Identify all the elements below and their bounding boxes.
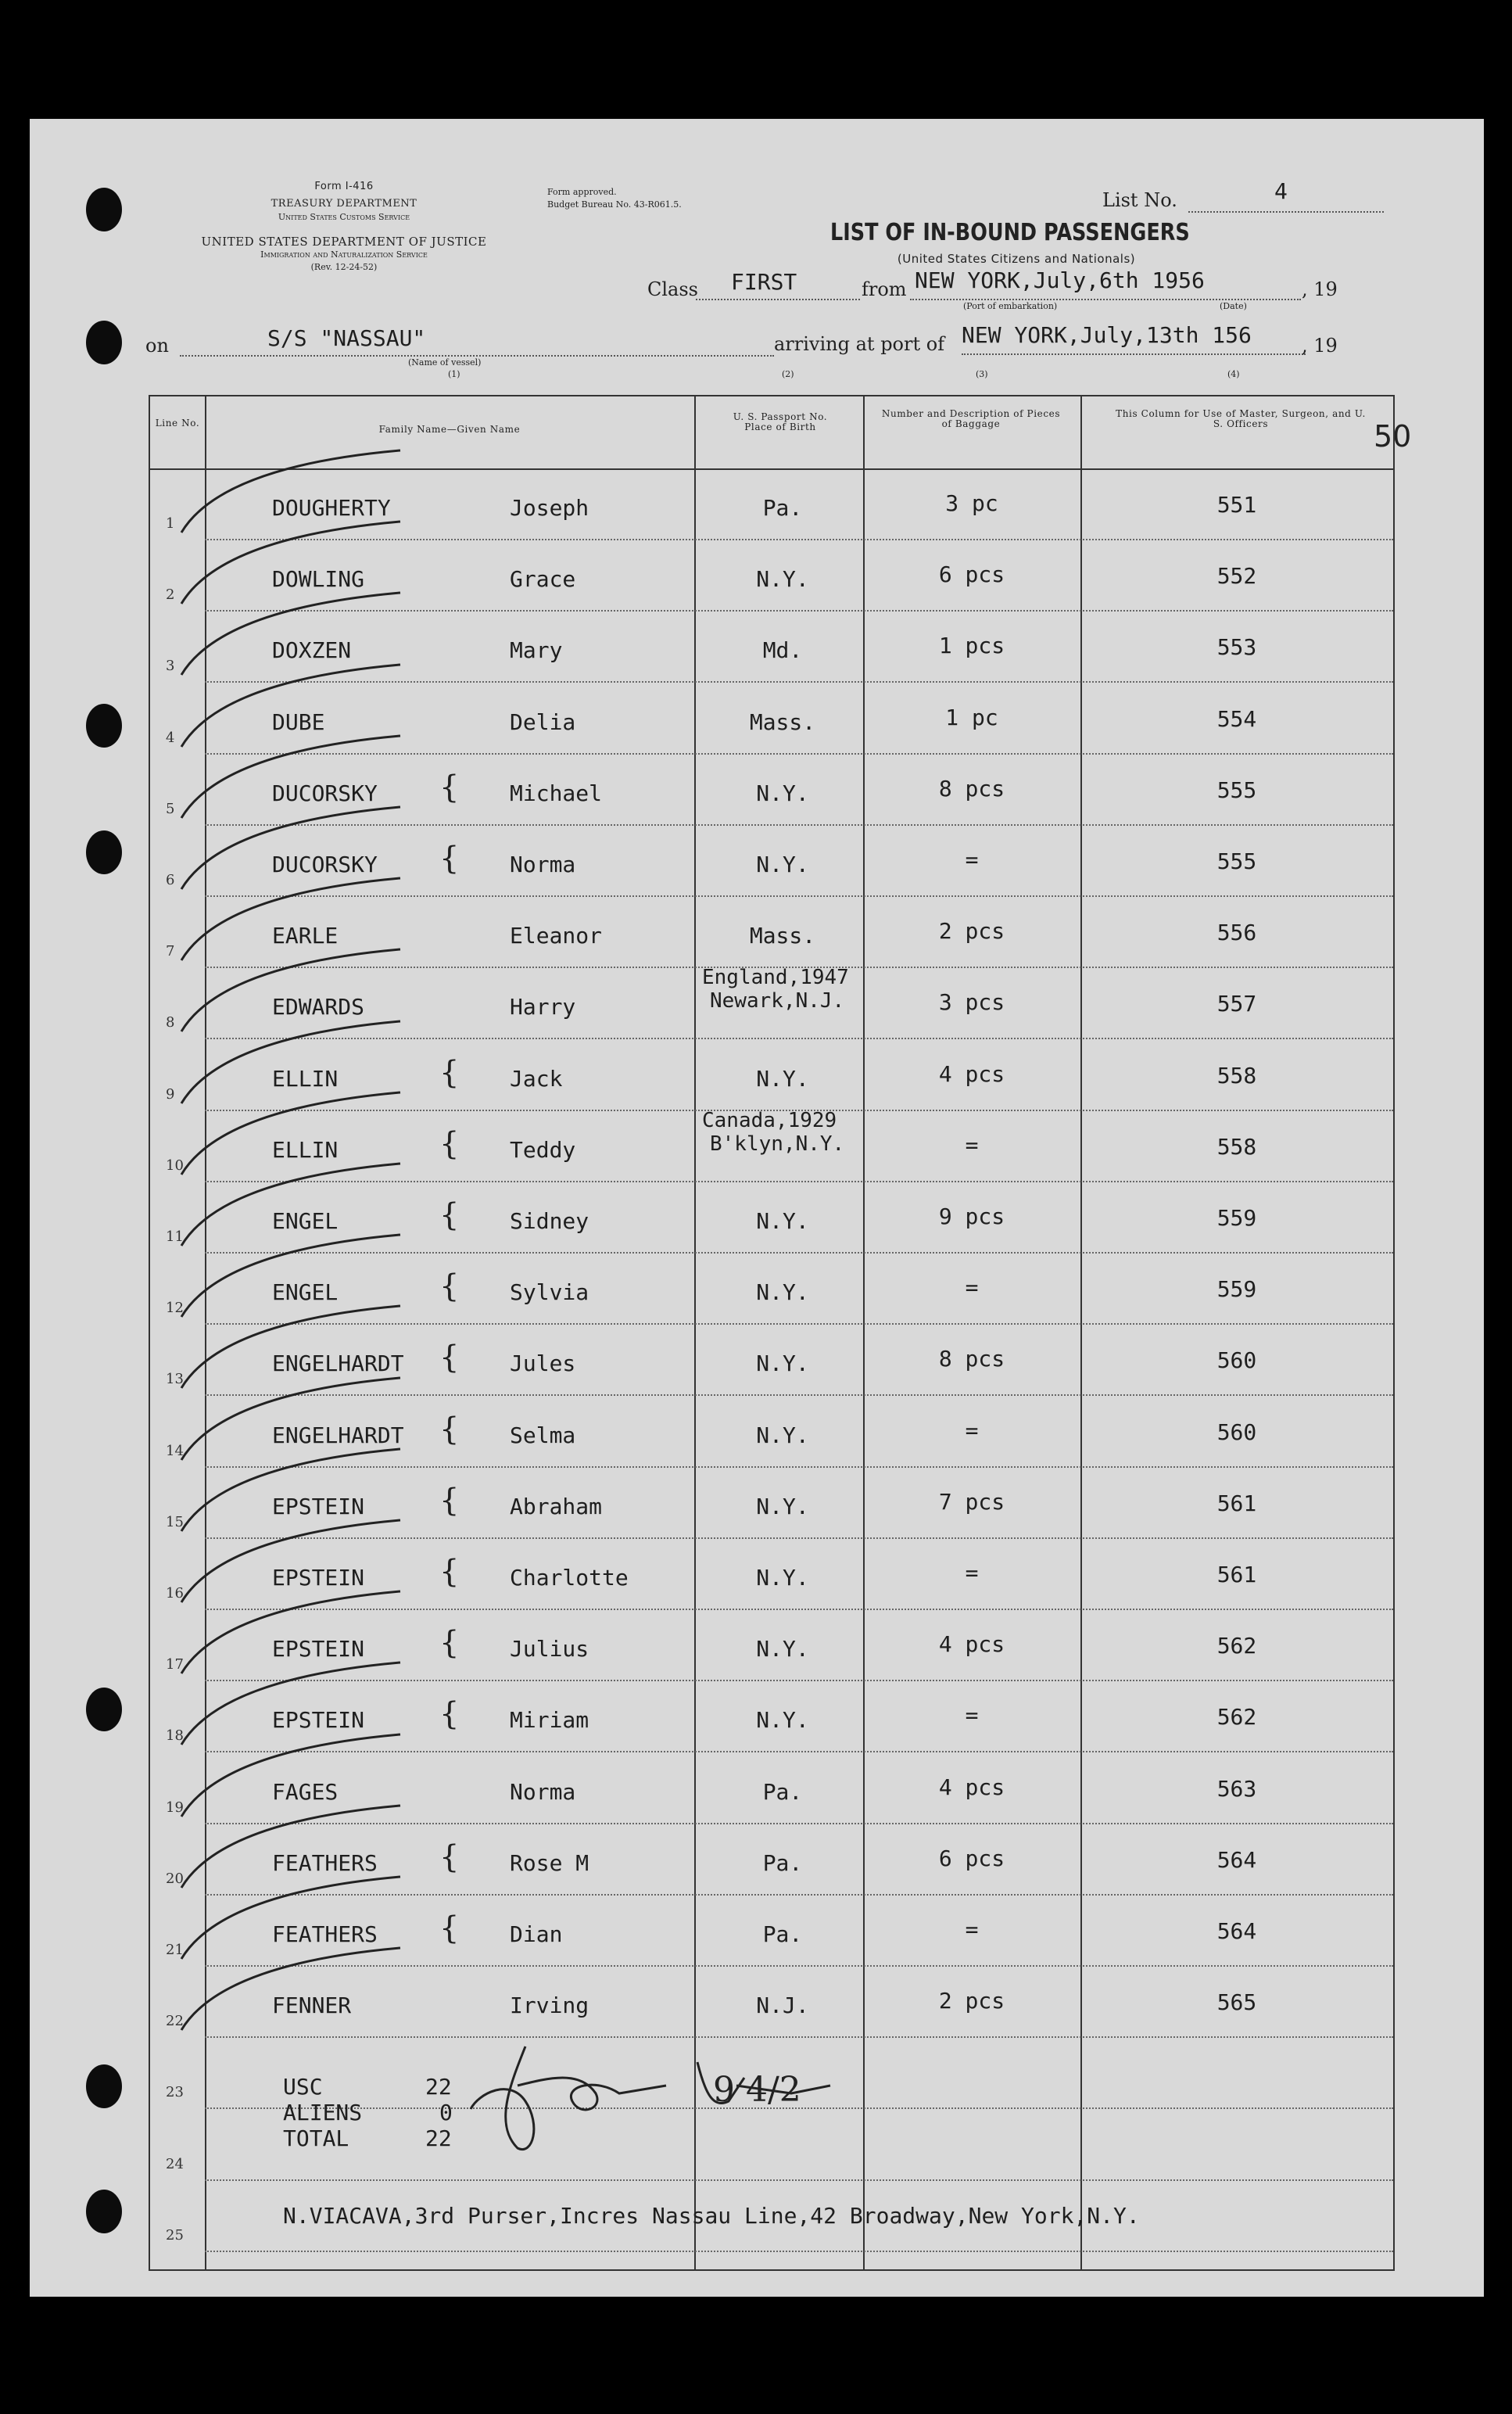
given-name: Sylvia — [510, 1279, 589, 1306]
baggage: 8 pcs — [938, 1346, 1005, 1372]
family-name: ENGEL — [272, 1208, 339, 1234]
family-brace-icon: { — [439, 769, 460, 805]
vessel-line — [180, 355, 774, 357]
officer-number: 555 — [1216, 777, 1257, 803]
table-row — [150, 1609, 1393, 1681]
baggage: = — [965, 847, 979, 873]
place-of-birth: Md. — [762, 637, 803, 664]
family-brace-icon: { — [439, 1910, 460, 1946]
given-name: Julius — [510, 1636, 589, 1663]
given-name: Norma — [510, 1778, 576, 1805]
caption-1: (1) — [448, 369, 460, 379]
family-name: DUCORSKY — [272, 852, 378, 877]
given-name: Eleanor — [510, 923, 603, 949]
line-number: 1 — [166, 515, 175, 532]
family-brace-icon: { — [439, 1554, 460, 1590]
family-name: FENNER — [272, 1993, 352, 2019]
class-line — [696, 299, 860, 300]
justice-dept: UNITED STATES DEPARTMENT OF JUSTICE — [201, 235, 487, 249]
treasury-dept: TREASURY DEPARTMENT — [271, 198, 417, 210]
family-name: ENGELHARDT — [272, 1422, 404, 1448]
baggage: = — [965, 1275, 979, 1301]
officer-number: 553 — [1216, 634, 1257, 661]
usc-label: USC — [283, 2074, 323, 2100]
baggage: 1 pc — [945, 704, 998, 730]
col-line-no: Line No. — [155, 418, 200, 429]
family-name: EARLE — [272, 923, 339, 949]
place-of-birth: N.Y. — [756, 1279, 809, 1306]
given-name: Delia — [510, 708, 576, 735]
list-number: 4 — [1274, 178, 1288, 204]
punch-hole — [86, 704, 122, 748]
table-row — [150, 468, 1393, 540]
table-row — [150, 896, 1393, 968]
revision-date: (Rev. 12-24-52) — [310, 262, 378, 272]
baggage: 4 pcs — [938, 1631, 1005, 1658]
family-name: EDWARDS — [272, 994, 365, 1020]
officer-number: 560 — [1216, 1419, 1257, 1445]
family-name: DOXZEN — [272, 637, 352, 664]
place-of-birth: Pa. — [762, 1778, 803, 1805]
baggage: = — [965, 1417, 979, 1444]
officer-number: 558 — [1216, 1133, 1257, 1160]
punch-hole — [86, 1688, 122, 1731]
family-name: ENGELHARDT — [272, 1350, 404, 1377]
family-brace-icon: { — [439, 1340, 460, 1376]
place-of-birth-2: Newark,N.J. — [710, 989, 845, 1013]
given-name: Jack — [510, 1065, 563, 1092]
ins-service: Immigration and Naturalization Service — [260, 249, 428, 260]
place-of-birth: N.Y. — [756, 566, 809, 593]
officer-number: 556 — [1216, 920, 1257, 946]
place-of-birth: Pa. — [762, 1849, 803, 1876]
given-name: Mary — [510, 637, 563, 664]
line-number: 13 — [166, 1371, 184, 1388]
family-name: DOWLING — [272, 566, 365, 593]
place-of-birth: Mass. — [749, 923, 816, 949]
given-name: Miriam — [510, 1707, 589, 1734]
family-brace-icon: { — [439, 1625, 460, 1662]
officer-number: 564 — [1216, 1918, 1257, 1944]
family-name: EPSTEIN — [272, 1636, 365, 1663]
line-number: 4 — [166, 729, 175, 746]
place-of-birth: N.Y. — [756, 1065, 809, 1092]
family-brace-icon: { — [439, 1054, 460, 1091]
side-number: 50 — [1374, 419, 1412, 454]
page-title: LIST OF IN-BOUND PASSENGERS — [830, 219, 1190, 246]
place-of-birth: N.Y. — [756, 1493, 809, 1519]
place-of-birth: N.Y. — [756, 1208, 809, 1234]
family-name: EPSTEIN — [272, 1707, 365, 1734]
table-row — [150, 1182, 1393, 1254]
family-name: DUCORSKY — [272, 780, 378, 806]
family-name: DUBE — [272, 708, 325, 735]
table-row — [150, 754, 1393, 826]
line-number: 9 — [166, 1085, 175, 1103]
table-row — [150, 1039, 1393, 1111]
officer-number: 563 — [1216, 1775, 1257, 1802]
family-name: ENGEL — [272, 1279, 339, 1306]
officer-number: 558 — [1216, 1062, 1257, 1089]
line-number: 14 — [166, 1442, 184, 1459]
family-name: FEATHERS — [272, 1849, 378, 1876]
place-of-birth-2: B'klyn,N.Y. — [710, 1132, 845, 1156]
family-brace-icon: { — [439, 1482, 460, 1519]
year-suffix: , 19 — [1302, 278, 1338, 300]
list-number-label: List No. — [1102, 189, 1177, 211]
embarkation-port-date: NEW YORK,July,6th 1956 — [915, 267, 1205, 293]
officer-number: 561 — [1216, 1562, 1257, 1587]
table-row — [150, 1538, 1393, 1610]
place-of-birth: N.Y. — [756, 1707, 809, 1734]
given-name: Norma — [510, 852, 576, 877]
punch-hole — [86, 2190, 122, 2233]
table-row — [150, 1253, 1393, 1325]
line-number: 21 — [166, 1942, 184, 1958]
place-of-birth: England,1947 — [702, 966, 849, 990]
line-number: 8 — [166, 1014, 175, 1031]
family-name: FAGES — [272, 1778, 339, 1805]
given-name: Dian — [510, 1921, 563, 1947]
line-number: 17 — [166, 1656, 184, 1673]
baggage: 3 pc — [945, 490, 998, 516]
baggage: 9 pcs — [938, 1203, 1005, 1229]
baggage: 3 pcs — [938, 989, 1005, 1016]
punch-hole — [86, 321, 122, 364]
family-name: EPSTEIN — [272, 1565, 365, 1591]
budget-bureau: Budget Bureau No. 43-R061.5. — [547, 199, 682, 210]
line-number: 22 — [166, 2013, 184, 2030]
given-name: Abraham — [510, 1493, 603, 1519]
form-approved: Form approved. — [547, 187, 617, 197]
family-name: DOUGHERTY — [272, 495, 391, 521]
place-of-birth: Mass. — [749, 708, 816, 735]
officer-number: 562 — [1216, 1633, 1257, 1659]
list-number-line — [1188, 211, 1384, 213]
total-count: 22 — [425, 2125, 452, 2151]
baggage: 2 pcs — [938, 1988, 1005, 2014]
vessel-name: S/S "NASSAU" — [267, 325, 426, 351]
purser-line: N.VIACAVA,3rd Purser,Incres Nassau Line,42 Broadway,New York,N.Y. — [283, 2203, 1140, 2229]
family-brace-icon: { — [439, 1696, 460, 1733]
table-row — [150, 1396, 1393, 1468]
baggage: = — [965, 1560, 979, 1586]
line-number: 6 — [166, 872, 175, 888]
officer-number: 564 — [1216, 1846, 1257, 1873]
table-row — [150, 1824, 1393, 1896]
table-row — [150, 1110, 1393, 1182]
given-name: Teddy — [510, 1136, 576, 1163]
punch-hole — [86, 830, 122, 874]
place-of-birth: Pa. — [762, 495, 803, 521]
table-row — [150, 683, 1393, 755]
col-baggage: Number and Description of Pieces of Baggage — [881, 408, 1061, 429]
baggage: 8 pcs — [938, 775, 1005, 802]
table-row — [150, 1324, 1393, 1396]
line-number: 18 — [166, 1727, 184, 1745]
baggage: 6 pcs — [938, 561, 1005, 588]
passenger-table — [149, 395, 1395, 2271]
table-row — [150, 540, 1393, 612]
family-name: FEATHERS — [272, 1921, 378, 1947]
officer-number: 551 — [1216, 492, 1257, 518]
class-label: Class — [647, 278, 698, 300]
place-of-birth: Canada,1929 — [702, 1108, 837, 1132]
given-name: Jules — [510, 1350, 576, 1377]
family-brace-icon: { — [439, 841, 460, 877]
given-name: Rose M — [510, 1849, 589, 1876]
aliens-label: ALIENS — [283, 2100, 363, 2125]
line-number: 3 — [166, 658, 175, 675]
place-of-birth: N.Y. — [756, 1422, 809, 1448]
table-row — [150, 1680, 1393, 1752]
page-subtitle: (United States Citizens and Nationals) — [897, 252, 1136, 266]
place-of-birth: N.Y. — [756, 1565, 809, 1591]
family-name: ELLIN — [272, 1136, 339, 1163]
table-row — [150, 1752, 1393, 1824]
family-name: EPSTEIN — [272, 1493, 365, 1519]
place-of-birth: Pa. — [762, 1921, 803, 1947]
arriving-label: arriving at port of — [774, 333, 945, 355]
family-brace-icon: { — [439, 1838, 460, 1875]
given-name: Sidney — [510, 1208, 589, 1234]
officer-number: 565 — [1216, 1989, 1257, 2016]
customs-service: United States Customs Service — [278, 212, 410, 222]
given-name: Grace — [510, 566, 576, 593]
place-of-birth: N.Y. — [756, 852, 809, 877]
officer-number: 554 — [1216, 705, 1257, 732]
table-row — [150, 1467, 1393, 1539]
given-name: Joseph — [510, 495, 589, 521]
baggage: 6 pcs — [938, 1845, 1005, 1871]
caption-4: (4) — [1227, 369, 1240, 379]
baggage: 2 pcs — [938, 918, 1005, 945]
given-name: Michael — [510, 780, 603, 806]
table-row — [150, 967, 1393, 1039]
officer-number: 555 — [1216, 848, 1257, 874]
line-number: 10 — [166, 1157, 184, 1174]
line-number: 20 — [166, 1870, 184, 1887]
punch-hole — [86, 188, 122, 231]
baggage: = — [965, 1132, 979, 1158]
initials: 9 4/2 — [713, 2070, 801, 2110]
line-number: 23 — [166, 2084, 184, 2101]
aliens-count: 0 — [439, 2100, 453, 2125]
family-brace-icon: { — [439, 1268, 460, 1305]
line-number: 19 — [166, 1799, 184, 1816]
given-name: Selma — [510, 1422, 576, 1448]
officer-number: 559 — [1216, 1276, 1257, 1303]
table-row — [150, 825, 1393, 897]
family-name: ELLIN — [272, 1065, 339, 1092]
officer-number: 562 — [1216, 1704, 1257, 1731]
place-of-birth: N.Y. — [756, 1636, 809, 1663]
line-number: 24 — [166, 2155, 184, 2172]
line-number: 25 — [166, 2226, 184, 2244]
table-row — [150, 1895, 1393, 1967]
place-of-birth: N.Y. — [756, 1350, 809, 1377]
table-header — [150, 396, 1393, 470]
officer-signature — [463, 2031, 932, 2164]
family-brace-icon: { — [439, 1197, 460, 1233]
officer-number: 552 — [1216, 563, 1257, 590]
line-number: 5 — [166, 800, 175, 817]
place-of-birth: N.Y. — [756, 780, 809, 806]
form-number: Form I-416 — [314, 181, 374, 192]
baggage: = — [965, 1917, 979, 1942]
baggage: = — [965, 1702, 979, 1729]
officer-number: 560 — [1216, 1347, 1257, 1374]
arriving-line — [962, 353, 1306, 355]
year-suffix-2: , 19 — [1302, 335, 1338, 357]
line-number: 11 — [166, 1229, 184, 1245]
total-label: TOTAL — [283, 2125, 349, 2151]
from-line — [910, 299, 1301, 300]
usc-count: 22 — [425, 2074, 452, 2100]
on-label: on — [145, 335, 169, 357]
family-brace-icon: { — [439, 1125, 460, 1162]
date-caption: (Date) — [1220, 301, 1247, 311]
vessel-caption: (Name of vessel) — [408, 357, 482, 368]
arrival-port-date: NEW YORK,July,13th 156 — [962, 322, 1252, 348]
from-label: from — [862, 278, 907, 300]
officer-number: 559 — [1216, 1205, 1257, 1231]
caption-2: (2) — [782, 369, 794, 379]
officer-number: 561 — [1216, 1490, 1257, 1516]
given-name: Irving — [510, 1993, 589, 2019]
port-embarkation-caption: (Port of embarkation) — [963, 301, 1058, 311]
baggage: 4 pcs — [938, 1774, 1005, 1800]
given-name: Harry — [510, 994, 576, 1020]
line-number: 12 — [166, 1300, 184, 1317]
officer-number: 557 — [1216, 991, 1257, 1017]
class-value: FIRST — [731, 269, 797, 295]
baggage: 4 pcs — [938, 1060, 1005, 1087]
place-of-birth: N.J. — [756, 1993, 809, 2019]
line-number: 2 — [166, 586, 175, 604]
punch-hole — [86, 2064, 122, 2108]
caption-3: (3) — [976, 369, 988, 379]
line-number: 7 — [166, 943, 175, 960]
given-name: Charlotte — [510, 1565, 629, 1591]
col-name: Family Name—Given Name — [378, 424, 521, 435]
table-row — [150, 1966, 1393, 2038]
baggage: 7 pcs — [938, 1488, 1005, 1515]
col-officers: This Column for Use of Master, Surgeon, and U. S. Officers — [1116, 408, 1366, 429]
table-row — [150, 611, 1393, 683]
line-number: 16 — [166, 1585, 184, 1602]
line-number: 15 — [166, 1513, 184, 1530]
col-passport: U. S. Passport No. Place of Birth — [733, 411, 828, 432]
baggage: 1 pcs — [938, 633, 1005, 659]
family-brace-icon: { — [439, 1411, 460, 1447]
